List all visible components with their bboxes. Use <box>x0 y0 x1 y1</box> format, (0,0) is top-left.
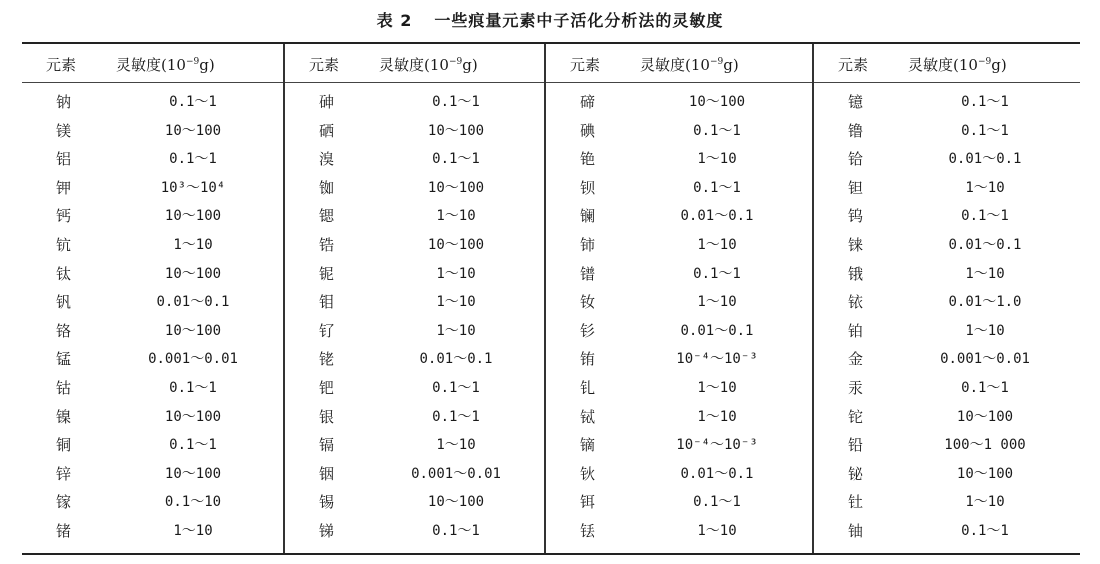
sensitivity-value: 0.1～1 <box>432 408 480 425</box>
element-name: 镱 <box>848 93 864 111</box>
header-exponent: −9 <box>448 57 463 67</box>
table-row <box>814 174 1080 203</box>
sensitivity-value: 10～100 <box>164 122 222 139</box>
sensitivity-value: 0.1～10 <box>164 494 222 511</box>
element-name: 钌 <box>319 321 335 340</box>
sensitivity-value: 0.1～1 <box>961 122 1009 139</box>
sensitivity-value: 0.01～0.1 <box>419 351 493 368</box>
table-row <box>546 488 812 517</box>
table-row <box>814 317 1080 346</box>
element-name: 钛 <box>56 264 72 283</box>
sensitivity-value: 1～10 <box>436 437 476 454</box>
table-row <box>22 460 283 489</box>
header-unit: g) <box>723 56 739 74</box>
table-row <box>546 117 812 146</box>
element-name: 金 <box>848 350 864 369</box>
element-name: 铀 <box>848 521 864 540</box>
sensitivity-value: 10～100 <box>164 465 222 482</box>
sensitivity-value: 0.01～0.1 <box>680 208 754 225</box>
column-group <box>285 44 544 553</box>
table-row <box>546 202 812 231</box>
table-row <box>546 88 812 117</box>
element-name: 钾 <box>56 178 72 197</box>
table-row <box>814 460 1080 489</box>
table-row <box>285 517 544 546</box>
table-row <box>22 145 283 174</box>
table-row <box>285 345 544 374</box>
table-row <box>546 288 812 317</box>
table-row <box>22 260 283 289</box>
table-row <box>22 202 283 231</box>
table-row <box>546 431 812 460</box>
element-name: 钐 <box>580 321 596 340</box>
header-unit: g) <box>462 56 478 74</box>
element-name: 铪 <box>848 150 864 169</box>
sensitivity-value: 1～10 <box>965 322 1005 339</box>
element-name: 钬 <box>580 464 596 483</box>
sensitivity-value: 1～10 <box>697 294 737 311</box>
element-name: 溴 <box>319 150 335 169</box>
sensitivity-value: 0.01～0.1 <box>156 294 230 311</box>
sensitivity-value: 0.001～0.01 <box>411 465 501 482</box>
sensitivity-value: 0.1～1 <box>432 151 480 168</box>
element-name: 钽 <box>848 178 864 197</box>
table-row <box>546 317 812 346</box>
table-row <box>546 374 812 403</box>
table-row <box>22 374 283 403</box>
sensitivity-value: 100～1 000 <box>944 437 1026 454</box>
element-name: 锶 <box>319 207 335 226</box>
table-row <box>22 488 283 517</box>
element-name: 铜 <box>56 436 72 455</box>
sensitivity-value: 1～10 <box>697 236 737 253</box>
element-name: 镝 <box>580 436 596 455</box>
table-row <box>285 88 544 117</box>
sensitivity-value: 1～10 <box>436 294 476 311</box>
element-name: 锰 <box>56 350 72 369</box>
table-row <box>285 460 544 489</box>
header-exponent: −9 <box>977 57 992 67</box>
element-name: 锡 <box>319 493 335 512</box>
sensitivity-value: 0.01～0.1 <box>680 465 754 482</box>
sensitivity-value: 0.001～0.01 <box>940 351 1030 368</box>
element-name: 铑 <box>319 350 335 369</box>
table-row <box>285 431 544 460</box>
element-name: 碲 <box>580 93 596 111</box>
element-name: 镥 <box>848 121 864 140</box>
element-name: 砷 <box>319 93 335 111</box>
element-name: 镓 <box>56 493 72 512</box>
table-row <box>285 317 544 346</box>
table-row <box>285 231 544 260</box>
table-row <box>285 145 544 174</box>
element-name: 锇 <box>848 264 864 283</box>
element-name: 硒 <box>319 121 335 140</box>
element-name: 镁 <box>56 121 72 140</box>
element-name: 铌 <box>319 264 335 283</box>
sensitivity-value: 1～10 <box>965 494 1005 511</box>
element-name: 钴 <box>56 378 72 397</box>
header-sensitivity-text: 灵敏度(10 <box>908 56 978 74</box>
sensitivity-value: 0.1～1 <box>693 494 741 511</box>
table-title <box>0 8 1100 31</box>
table-number: 表 2 <box>376 11 413 30</box>
sensitivity-value: 0.01～0.1 <box>680 322 754 339</box>
table-row <box>285 117 544 146</box>
sensitivity-value: 0.1～1 <box>432 379 480 396</box>
sensitivity-value: 1～10 <box>173 236 213 253</box>
sensitivity-value: 10⁻⁴～10⁻³ <box>676 437 758 454</box>
sensitivity-value: 10～100 <box>427 236 485 253</box>
element-name: 锆 <box>319 235 335 254</box>
element-name: 钨 <box>848 207 864 226</box>
element-name: 铟 <box>319 464 335 483</box>
sensitivity-value: 0.1～1 <box>961 208 1009 225</box>
table-caption: 一些痕量元素中子活化分析法的灵敏度 <box>434 11 724 30</box>
element-name: 钙 <box>56 207 72 226</box>
table-row <box>285 288 544 317</box>
table-row <box>22 117 283 146</box>
sensitivity-value: 0.01～0.1 <box>948 151 1022 168</box>
sensitivity-value: 10～100 <box>164 265 222 282</box>
column-header <box>814 54 1080 78</box>
header-element: 元素 <box>838 56 869 74</box>
element-name: 铝 <box>56 150 72 169</box>
element-name: 钒 <box>56 293 72 312</box>
table-row <box>285 174 544 203</box>
sensitivity-value: 1～10 <box>436 208 476 225</box>
sensitivity-value: 1～10 <box>436 265 476 282</box>
table-row <box>546 345 812 374</box>
sensitivity-value: 0.1～1 <box>432 94 480 110</box>
element-name: 铅 <box>848 436 864 455</box>
sensitivity-value: 0.1～1 <box>961 379 1009 396</box>
element-name: 锌 <box>56 464 72 483</box>
element-name: 铽 <box>580 407 596 426</box>
sensitivity-value: 0.1～1 <box>169 94 217 110</box>
table-row <box>814 488 1080 517</box>
table-row <box>546 145 812 174</box>
sensitivity-value: 10～100 <box>956 408 1014 425</box>
sensitivity-value: 1～10 <box>697 522 737 539</box>
column-header <box>22 54 283 78</box>
header-unit: g) <box>991 56 1007 74</box>
table-row <box>285 403 544 432</box>
table-row <box>814 288 1080 317</box>
header-sensitivity-text: 灵敏度(10 <box>640 56 710 74</box>
sensitivity-value: 0.01～1.0 <box>948 294 1022 311</box>
sensitivity-value: 1～10 <box>697 408 737 425</box>
element-name: 镧 <box>580 207 596 226</box>
sensitivity-value: 0.1～1 <box>961 522 1009 539</box>
sensitivity-value: 10⁻⁴～10⁻³ <box>676 351 758 368</box>
table-row <box>814 403 1080 432</box>
table-row <box>22 317 283 346</box>
table-row <box>814 202 1080 231</box>
table-row <box>22 174 283 203</box>
sensitivity-value: 1～10 <box>965 265 1005 282</box>
column-header <box>546 54 812 78</box>
sensitivity-value: 0.1～1 <box>169 437 217 454</box>
sensitivity-value: 10³～10⁴ <box>160 179 226 196</box>
sensitivity-value: 0.001～0.01 <box>148 351 238 368</box>
element-name: 铯 <box>580 150 596 169</box>
table-row <box>814 517 1080 546</box>
header-sensitivity <box>908 54 1007 75</box>
table-row <box>546 403 812 432</box>
table-row <box>814 145 1080 174</box>
sensitivity-value: 0.1～1 <box>432 522 480 539</box>
header-sensitivity-text: 灵敏度(10 <box>379 56 449 74</box>
sensitivity-value: 10～100 <box>164 408 222 425</box>
column-group <box>814 44 1080 553</box>
sensitivity-value: 0.1～1 <box>693 122 741 139</box>
element-name: 镉 <box>319 436 335 455</box>
header-unit: g) <box>199 56 215 74</box>
header-exponent: −9 <box>185 57 200 67</box>
header-sensitivity <box>379 54 478 75</box>
element-name: 铂 <box>848 321 864 340</box>
header-element: 元素 <box>309 56 340 74</box>
column-group <box>22 44 283 553</box>
sensitivity-value: 1～10 <box>173 522 213 539</box>
table-row <box>285 488 544 517</box>
element-name: 钆 <box>580 378 596 397</box>
element-name: 钠 <box>56 93 72 111</box>
element-name: 钼 <box>319 293 335 312</box>
element-name: 铈 <box>580 235 596 254</box>
table-row <box>814 431 1080 460</box>
table-row <box>22 88 283 117</box>
element-name: 钍 <box>848 493 864 512</box>
table-row <box>814 88 1080 117</box>
sensitivity-value: 10～100 <box>956 465 1014 482</box>
element-name: 钕 <box>580 293 596 312</box>
element-name: 铱 <box>848 293 864 312</box>
sensitivity-value: 0.01～0.1 <box>948 236 1022 253</box>
table-row <box>22 403 283 432</box>
element-name: 铷 <box>319 178 335 197</box>
table-row <box>22 231 283 260</box>
sensitivity-value: 0.1～1 <box>169 379 217 396</box>
table-row <box>22 431 283 460</box>
sensitivity-value: 0.1～1 <box>693 265 741 282</box>
sensitivity-value: 10～100 <box>164 208 222 225</box>
sensitivity-value: 0.1～1 <box>169 151 217 168</box>
element-name: 锗 <box>56 521 72 540</box>
header-exponent: −9 <box>709 57 724 67</box>
table-row <box>546 231 812 260</box>
element-name: 铊 <box>848 407 864 426</box>
table-row <box>285 260 544 289</box>
element-name: 钪 <box>56 235 72 254</box>
sensitivity-value: 10～100 <box>427 179 485 196</box>
sensitivity-value: 10～100 <box>427 122 485 139</box>
sensitivity-value: 10～100 <box>688 94 746 110</box>
sensitivity-value: 10～100 <box>427 494 485 511</box>
table-row <box>814 260 1080 289</box>
header-sensitivity-text: 灵敏度(10 <box>116 56 186 74</box>
header-element: 元素 <box>570 56 601 74</box>
table-row <box>22 345 283 374</box>
column-group <box>546 44 812 553</box>
sensitivity-value: 1～10 <box>697 379 737 396</box>
table-row <box>546 460 812 489</box>
sensitivity-value: 0.1～1 <box>961 94 1009 110</box>
header-sensitivity <box>116 54 215 75</box>
table-row <box>814 231 1080 260</box>
table-row <box>546 174 812 203</box>
table-row <box>814 117 1080 146</box>
element-name: 铕 <box>580 350 596 369</box>
element-name: 镨 <box>580 264 596 283</box>
header-element: 元素 <box>46 56 77 74</box>
element-name: 铬 <box>56 321 72 340</box>
table-row <box>285 374 544 403</box>
sensitivity-value: 10～100 <box>164 322 222 339</box>
sensitivity-value: 1～10 <box>436 322 476 339</box>
bottom-rule <box>22 553 1080 555</box>
element-name: 钯 <box>319 378 335 397</box>
sensitivity-value: 1～10 <box>697 151 737 168</box>
element-name: 铼 <box>848 235 864 254</box>
table-row <box>285 202 544 231</box>
element-name: 铒 <box>580 493 596 512</box>
table-row <box>546 260 812 289</box>
element-name: 汞 <box>848 378 864 397</box>
element-name: 钡 <box>580 178 596 197</box>
element-name: 银 <box>319 407 335 426</box>
table-row <box>22 288 283 317</box>
element-name: 锑 <box>319 521 335 540</box>
element-name: 镍 <box>56 407 72 426</box>
table-row <box>814 374 1080 403</box>
element-name: 铋 <box>848 464 864 483</box>
column-header <box>285 54 544 78</box>
table-row <box>814 345 1080 374</box>
table-row <box>22 517 283 546</box>
sensitivity-value: 0.1～1 <box>693 179 741 196</box>
element-name: 铥 <box>580 521 596 540</box>
header-sensitivity <box>640 54 739 75</box>
table-row <box>546 517 812 546</box>
element-name: 碘 <box>580 121 596 140</box>
sensitivity-value: 1～10 <box>965 179 1005 196</box>
